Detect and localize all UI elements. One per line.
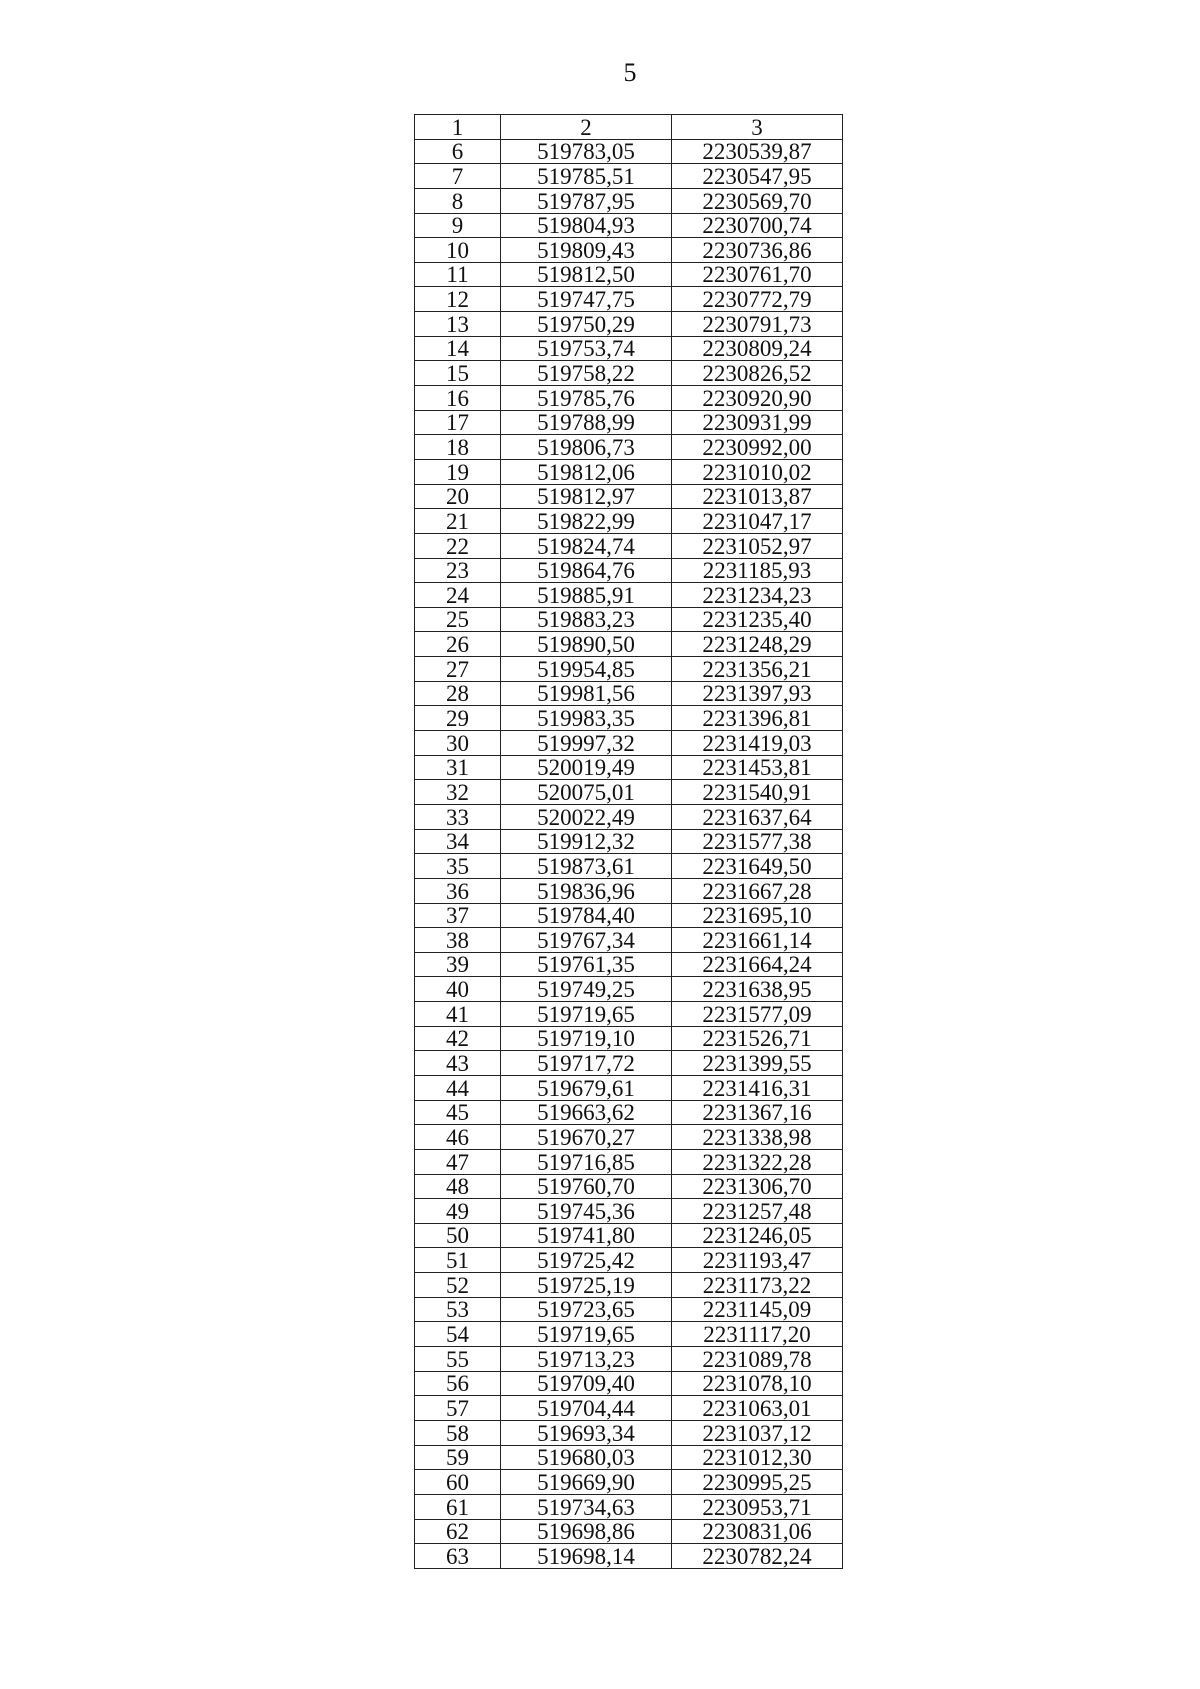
- x-coordinate-cell: 519824,74: [501, 533, 672, 558]
- table-row: [415, 1347, 843, 1372]
- y-coordinate-cell: 2231356,21: [672, 657, 843, 682]
- point-number-cell: 59: [415, 1445, 501, 1470]
- point-number-cell: 18: [415, 435, 501, 460]
- table-row: [415, 213, 843, 238]
- y-coordinate-cell: 2230539,87: [672, 139, 843, 164]
- x-coordinate-cell: 519725,19: [501, 1273, 672, 1298]
- x-coordinate-cell: 519890,50: [501, 632, 672, 657]
- x-coordinate-cell: 519787,95: [501, 188, 672, 213]
- y-coordinate-cell: 2231246,05: [672, 1223, 843, 1248]
- table-row: [415, 164, 843, 189]
- point-number-cell: 35: [415, 854, 501, 879]
- table-row: [415, 459, 843, 484]
- point-number-cell: 54: [415, 1322, 501, 1347]
- point-number-cell: 30: [415, 731, 501, 756]
- table-row: [415, 1223, 843, 1248]
- y-coordinate-cell: 2231649,50: [672, 854, 843, 879]
- table-row: [415, 1371, 843, 1396]
- page-number: 5: [623, 58, 637, 87]
- table-row: [415, 878, 843, 903]
- table-row: [415, 1420, 843, 1445]
- y-coordinate-cell: 2231117,20: [672, 1322, 843, 1347]
- x-coordinate-cell: 519734,63: [501, 1494, 672, 1519]
- table-row: [415, 238, 843, 263]
- x-coordinate-cell: 519761,35: [501, 952, 672, 977]
- table-row: [415, 1544, 843, 1569]
- table-row: [415, 1297, 843, 1322]
- x-coordinate-cell: 519809,43: [501, 238, 672, 263]
- y-coordinate-cell: 2230736,86: [672, 238, 843, 263]
- coordinates-table-body: [415, 115, 843, 1569]
- x-coordinate-cell: 519822,99: [501, 509, 672, 534]
- point-number-cell: 38: [415, 928, 501, 953]
- x-coordinate-cell: 519783,05: [501, 139, 672, 164]
- y-coordinate-cell: 2231540,91: [672, 780, 843, 805]
- table-row: [415, 607, 843, 632]
- x-coordinate-cell: 519719,65: [501, 1002, 672, 1027]
- point-number-cell: 49: [415, 1199, 501, 1224]
- point-number-cell: 29: [415, 706, 501, 731]
- y-coordinate-cell: 2231010,02: [672, 459, 843, 484]
- table-row: [415, 1174, 843, 1199]
- table-row: [415, 632, 843, 657]
- y-coordinate-cell: 2230809,24: [672, 336, 843, 361]
- x-coordinate-cell: 519784,40: [501, 903, 672, 928]
- y-coordinate-cell: 2231577,09: [672, 1002, 843, 1027]
- point-number-cell: 61: [415, 1494, 501, 1519]
- x-coordinate-cell: 519698,14: [501, 1544, 672, 1569]
- x-coordinate-cell: 520075,01: [501, 780, 672, 805]
- y-coordinate-cell: 2231399,55: [672, 1051, 843, 1076]
- x-coordinate-cell: 519669,90: [501, 1470, 672, 1495]
- header-cell-2: 2: [501, 115, 672, 140]
- point-number-cell: 24: [415, 583, 501, 608]
- point-number-cell: 19: [415, 459, 501, 484]
- table-row: [415, 1199, 843, 1224]
- table-row: [415, 952, 843, 977]
- x-coordinate-cell: 519873,61: [501, 854, 672, 879]
- x-coordinate-cell: 519719,10: [501, 1026, 672, 1051]
- y-coordinate-cell: 2230700,74: [672, 213, 843, 238]
- table-row: [415, 1002, 843, 1027]
- point-number-cell: 45: [415, 1100, 501, 1125]
- point-number-cell: 57: [415, 1396, 501, 1421]
- x-coordinate-cell: 519679,61: [501, 1075, 672, 1100]
- x-coordinate-cell: 519812,50: [501, 262, 672, 287]
- table-row: [415, 1100, 843, 1125]
- table-row: [415, 484, 843, 509]
- table-row: [415, 312, 843, 337]
- y-coordinate-cell: 2231664,24: [672, 952, 843, 977]
- y-coordinate-cell: 2231013,87: [672, 484, 843, 509]
- y-coordinate-cell: 2230953,71: [672, 1494, 843, 1519]
- y-coordinate-cell: 2231419,03: [672, 731, 843, 756]
- point-number-cell: 26: [415, 632, 501, 657]
- y-coordinate-cell: 2230931,99: [672, 410, 843, 435]
- x-coordinate-cell: 519836,96: [501, 878, 672, 903]
- y-coordinate-cell: 2231667,28: [672, 878, 843, 903]
- y-coordinate-cell: 2231453,81: [672, 755, 843, 780]
- coordinates-table: [414, 114, 843, 1569]
- x-coordinate-cell: 519745,36: [501, 1199, 672, 1224]
- x-coordinate-cell: 519758,22: [501, 361, 672, 386]
- table-row: [415, 731, 843, 756]
- point-number-cell: 15: [415, 361, 501, 386]
- point-number-cell: 56: [415, 1371, 501, 1396]
- header-cell-3: 3: [672, 115, 843, 140]
- x-coordinate-cell: 519785,51: [501, 164, 672, 189]
- x-coordinate-cell: 520022,49: [501, 804, 672, 829]
- point-number-cell: 8: [415, 188, 501, 213]
- table-row: [415, 1075, 843, 1100]
- table-row: [415, 928, 843, 953]
- point-number-cell: 32: [415, 780, 501, 805]
- table-row: [415, 1125, 843, 1150]
- point-number-cell: 27: [415, 657, 501, 682]
- y-coordinate-cell: 2231306,70: [672, 1174, 843, 1199]
- y-coordinate-cell: 2230920,90: [672, 386, 843, 411]
- table-row: [415, 1494, 843, 1519]
- table-row: [415, 1396, 843, 1421]
- point-number-cell: 12: [415, 287, 501, 312]
- point-number-cell: 10: [415, 238, 501, 263]
- x-coordinate-cell: 519983,35: [501, 706, 672, 731]
- table-row: [415, 361, 843, 386]
- y-coordinate-cell: 2231338,98: [672, 1125, 843, 1150]
- point-number-cell: 40: [415, 977, 501, 1002]
- table-row: [415, 509, 843, 534]
- y-coordinate-cell: 2230831,06: [672, 1519, 843, 1544]
- table-row: [415, 1322, 843, 1347]
- y-coordinate-cell: 2231416,31: [672, 1075, 843, 1100]
- x-coordinate-cell: 519749,25: [501, 977, 672, 1002]
- table-row: [415, 977, 843, 1002]
- point-number-cell: 55: [415, 1347, 501, 1372]
- point-number-cell: 9: [415, 213, 501, 238]
- x-coordinate-cell: 519750,29: [501, 312, 672, 337]
- table-row: [415, 755, 843, 780]
- y-coordinate-cell: 2231367,16: [672, 1100, 843, 1125]
- point-number-cell: 6: [415, 139, 501, 164]
- y-coordinate-cell: 2231638,95: [672, 977, 843, 1002]
- x-coordinate-cell: 519767,34: [501, 928, 672, 953]
- x-coordinate-cell: 519663,62: [501, 1100, 672, 1125]
- y-coordinate-cell: 2230826,52: [672, 361, 843, 386]
- x-coordinate-cell: 519812,97: [501, 484, 672, 509]
- point-number-cell: 41: [415, 1002, 501, 1027]
- point-number-cell: 22: [415, 533, 501, 558]
- point-number-cell: 17: [415, 410, 501, 435]
- x-coordinate-cell: 519997,32: [501, 731, 672, 756]
- y-coordinate-cell: 2231257,48: [672, 1199, 843, 1224]
- y-coordinate-cell: 2231037,12: [672, 1420, 843, 1445]
- y-coordinate-cell: 2231661,14: [672, 928, 843, 953]
- table-row: [415, 1248, 843, 1273]
- point-number-cell: 11: [415, 262, 501, 287]
- point-number-cell: 31: [415, 755, 501, 780]
- x-coordinate-cell: 519698,86: [501, 1519, 672, 1544]
- y-coordinate-cell: 2230782,24: [672, 1544, 843, 1569]
- point-number-cell: 25: [415, 607, 501, 632]
- table-row: [415, 287, 843, 312]
- x-coordinate-cell: 519741,80: [501, 1223, 672, 1248]
- x-coordinate-cell: 519954,85: [501, 657, 672, 682]
- point-number-cell: 36: [415, 878, 501, 903]
- point-number-cell: 13: [415, 312, 501, 337]
- table-row: [415, 804, 843, 829]
- y-coordinate-cell: 2230791,73: [672, 312, 843, 337]
- point-number-cell: 23: [415, 558, 501, 583]
- x-coordinate-cell: 519864,76: [501, 558, 672, 583]
- point-number-cell: 34: [415, 829, 501, 854]
- table-header-row: [415, 115, 843, 140]
- point-number-cell: 28: [415, 681, 501, 706]
- y-coordinate-cell: 2231526,71: [672, 1026, 843, 1051]
- y-coordinate-cell: 2231193,47: [672, 1248, 843, 1273]
- x-coordinate-cell: 519717,72: [501, 1051, 672, 1076]
- table-row: [415, 558, 843, 583]
- table-row: [415, 188, 843, 213]
- x-coordinate-cell: 520019,49: [501, 755, 672, 780]
- table-row: [415, 410, 843, 435]
- point-number-cell: 47: [415, 1149, 501, 1174]
- y-coordinate-cell: 2231322,28: [672, 1149, 843, 1174]
- y-coordinate-cell: 2230772,79: [672, 287, 843, 312]
- table-row: [415, 262, 843, 287]
- point-number-cell: 58: [415, 1420, 501, 1445]
- point-number-cell: 14: [415, 336, 501, 361]
- y-coordinate-cell: 2231089,78: [672, 1347, 843, 1372]
- table-row: [415, 903, 843, 928]
- table-row: [415, 583, 843, 608]
- x-coordinate-cell: 519753,74: [501, 336, 672, 361]
- point-number-cell: 44: [415, 1075, 501, 1100]
- table-row: [415, 829, 843, 854]
- x-coordinate-cell: 519709,40: [501, 1371, 672, 1396]
- point-number-cell: 52: [415, 1273, 501, 1298]
- x-coordinate-cell: 519785,76: [501, 386, 672, 411]
- table-row: [415, 657, 843, 682]
- y-coordinate-cell: 2231063,01: [672, 1396, 843, 1421]
- table-row: [415, 1051, 843, 1076]
- y-coordinate-cell: 2231235,40: [672, 607, 843, 632]
- x-coordinate-cell: 519788,99: [501, 410, 672, 435]
- x-coordinate-cell: 519693,34: [501, 1420, 672, 1445]
- point-number-cell: 7: [415, 164, 501, 189]
- y-coordinate-cell: 2231052,97: [672, 533, 843, 558]
- table-row: [415, 336, 843, 361]
- x-coordinate-cell: 519725,42: [501, 1248, 672, 1273]
- table-row: [415, 681, 843, 706]
- point-number-cell: 39: [415, 952, 501, 977]
- y-coordinate-cell: 2230569,70: [672, 188, 843, 213]
- point-number-cell: 46: [415, 1125, 501, 1150]
- point-number-cell: 21: [415, 509, 501, 534]
- table-row: [415, 706, 843, 731]
- y-coordinate-cell: 2231012,30: [672, 1445, 843, 1470]
- point-number-cell: 62: [415, 1519, 501, 1544]
- y-coordinate-cell: 2231185,93: [672, 558, 843, 583]
- point-number-cell: 60: [415, 1470, 501, 1495]
- x-coordinate-cell: 519723,65: [501, 1297, 672, 1322]
- y-coordinate-cell: 2230547,95: [672, 164, 843, 189]
- point-number-cell: 51: [415, 1248, 501, 1273]
- y-coordinate-cell: 2231248,29: [672, 632, 843, 657]
- x-coordinate-cell: 519716,85: [501, 1149, 672, 1174]
- x-coordinate-cell: 519812,06: [501, 459, 672, 484]
- table-row: [415, 854, 843, 879]
- x-coordinate-cell: 519885,91: [501, 583, 672, 608]
- table-row: [415, 1445, 843, 1470]
- table-row: [415, 533, 843, 558]
- table-row: [415, 1519, 843, 1544]
- x-coordinate-cell: 519680,03: [501, 1445, 672, 1470]
- y-coordinate-cell: 2231637,64: [672, 804, 843, 829]
- point-number-cell: 48: [415, 1174, 501, 1199]
- x-coordinate-cell: 519912,32: [501, 829, 672, 854]
- x-coordinate-cell: 519806,73: [501, 435, 672, 460]
- y-coordinate-cell: 2230992,00: [672, 435, 843, 460]
- y-coordinate-cell: 2231577,38: [672, 829, 843, 854]
- y-coordinate-cell: 2231397,93: [672, 681, 843, 706]
- x-coordinate-cell: 519670,27: [501, 1125, 672, 1150]
- point-number-cell: 50: [415, 1223, 501, 1248]
- y-coordinate-cell: 2230995,25: [672, 1470, 843, 1495]
- x-coordinate-cell: 519981,56: [501, 681, 672, 706]
- table-row: [415, 139, 843, 164]
- table-row: [415, 1273, 843, 1298]
- point-number-cell: 42: [415, 1026, 501, 1051]
- y-coordinate-cell: 2231695,10: [672, 903, 843, 928]
- x-coordinate-cell: 519747,75: [501, 287, 672, 312]
- table-row: [415, 1470, 843, 1495]
- table-row: [415, 1026, 843, 1051]
- table-row: [415, 435, 843, 460]
- y-coordinate-cell: 2231145,09: [672, 1297, 843, 1322]
- point-number-cell: 43: [415, 1051, 501, 1076]
- y-coordinate-cell: 2231173,22: [672, 1273, 843, 1298]
- x-coordinate-cell: 519760,70: [501, 1174, 672, 1199]
- point-number-cell: 63: [415, 1544, 501, 1569]
- table-row: [415, 1149, 843, 1174]
- point-number-cell: 20: [415, 484, 501, 509]
- y-coordinate-cell: 2231234,23: [672, 583, 843, 608]
- y-coordinate-cell: 2231047,17: [672, 509, 843, 534]
- point-number-cell: 33: [415, 804, 501, 829]
- x-coordinate-cell: 519704,44: [501, 1396, 672, 1421]
- x-coordinate-cell: 519719,65: [501, 1322, 672, 1347]
- point-number-cell: 37: [415, 903, 501, 928]
- point-number-cell: 16: [415, 386, 501, 411]
- y-coordinate-cell: 2230761,70: [672, 262, 843, 287]
- table-row: [415, 780, 843, 805]
- header-cell-1: 1: [415, 115, 501, 140]
- y-coordinate-cell: 2231078,10: [672, 1371, 843, 1396]
- y-coordinate-cell: 2231396,81: [672, 706, 843, 731]
- x-coordinate-cell: 519804,93: [501, 213, 672, 238]
- x-coordinate-cell: 519713,23: [501, 1347, 672, 1372]
- table-row: [415, 386, 843, 411]
- point-number-cell: 53: [415, 1297, 501, 1322]
- x-coordinate-cell: 519883,23: [501, 607, 672, 632]
